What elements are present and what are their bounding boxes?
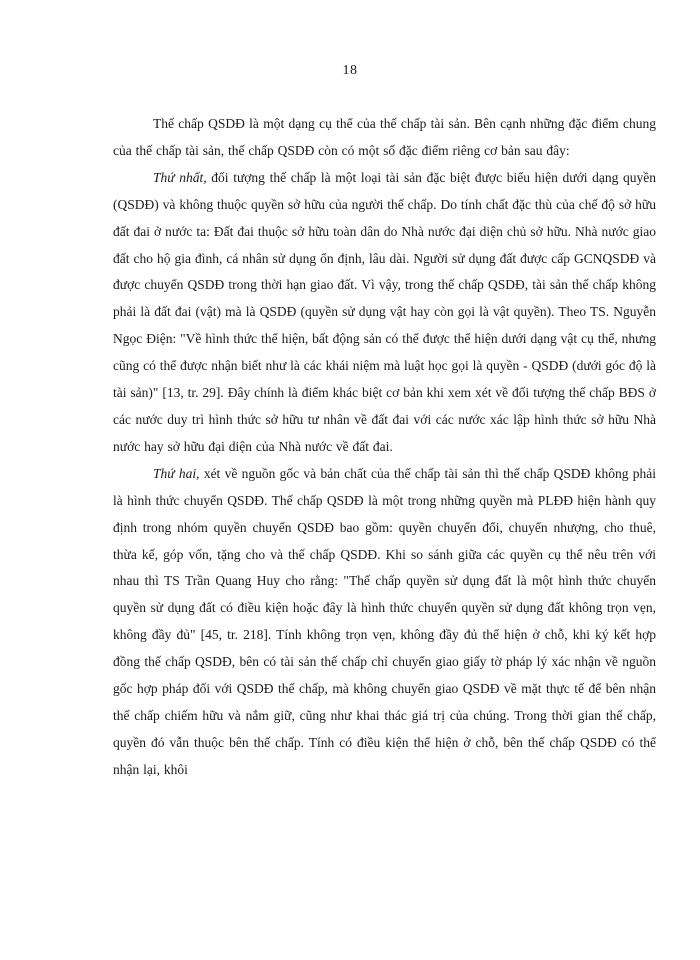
paragraph-text: xét về nguồn gốc và bản chất của thế chấp tài sản thì thế chấp QSDĐ không phải là hình thức chuyển QSDĐ. Thế chấp QSDĐ là một trong những quyền mà PLĐĐ hiện hành quy định trong nhóm quyền chuyển QSDĐ bao gồm: quyền chuyển đổi, chuyển nhượng, cho thuê, thừa kế, góp vốn, tặng cho và thế chấp QSDĐ. Khi so sánh giữa các quyền cụ thể nêu trên với nhau thì TS Trần Quang Huy cho rằng: "Thế chấp quyền sử dụng đất là một hình thức chuyển quyền sử dụng đất có điều kiện hoặc đây là hình thức chuyển quyền sử dụng đất không trọn vẹn, không đầy đủ" [45, tr. 218]. Tính không trọn vẹn, không đầy đủ thể hiện ở chỗ, khi ký kết hợp đồng thế chấp QSDĐ, bên có tài sản thế chấp chỉ chuyển giao giấy tờ pháp lý xác nhận về nguồn gốc hợp pháp đối với QSDĐ thế chấp, mà không chuyển giao QSDĐ về mặt thực tế để bên nhận thế chấp chiếm hữu và nắm giữ, cũng như khai thác giá trị của chúng. Trong thời gian thế chấp, quyền đó vẫn thuộc bên thế chấp. Tính có điều kiện thể hiện ở chỗ, bên thế chấp QSDĐ có thể nhận lại, khôi xyxy=(113,465,656,777)
paragraph-lead: Thứ hai, xyxy=(153,465,200,481)
paragraph-lead: Thứ nhất, xyxy=(153,169,207,185)
body-text xyxy=(113,111,656,784)
paragraph-first-point xyxy=(113,165,656,461)
paragraph-text: đối tượng thế chấp là một loại tài sản đặc biệt được biểu hiện dưới dạng quyền (QSDĐ) và không thuộc quyền sở hữu của người thế chấp. Do tính chất đặc thù của chế độ sở hữu đất đai ở nước ta: Đất đai thuộc sở hữu toàn dân do Nhà nước đại diện chủ sở hữu. Nhà nước giao đất cho hộ gia đình, cá nhân sử dụng ổn định, lâu dài. Người sử dụng đất được cấp GCNQSDĐ và được chuyển QSDĐ trong thời hạn giao đất. Vì vậy, trong thế chấp QSDĐ, tài sản thế chấp không phải là đất đai (vật) mà là QSDĐ (quyền sử dụng vật hay còn gọi là vật quyền). Theo TS. Nguyễn Ngọc Điện: "Về hình thức thể hiện, bất động sản có thể được thể hiện dưới dạng vật cụ thể, nhưng cũng có thể được nhận biết như là các khái niệm mà luật học gọi là quyền - QSDĐ (dưới góc độ là tài sản)" [13, tr. 29]. Đây chính là điểm khác biệt cơ bản khi xem xét về đối tượng thế chấp BĐS ở các nước duy trì hình thức sở hữu tư nhân về đất đai với các nước xác lập hình thức sở hữu Nhà nước hay sở hữu đại diện của Nhà nước về đất đai. xyxy=(113,169,656,454)
page-number: 18 xyxy=(342,63,358,78)
paragraph-text: Thế chấp QSDĐ là một dạng cụ thể của thế chấp tài sản. Bên cạnh những đặc điểm chung của thế chấp tài sản, thế chấp QSDĐ còn có một số đặc điểm riêng cơ bản sau đây: xyxy=(113,116,656,158)
paragraph-intro xyxy=(113,111,656,165)
paragraph-second-point xyxy=(113,461,656,784)
